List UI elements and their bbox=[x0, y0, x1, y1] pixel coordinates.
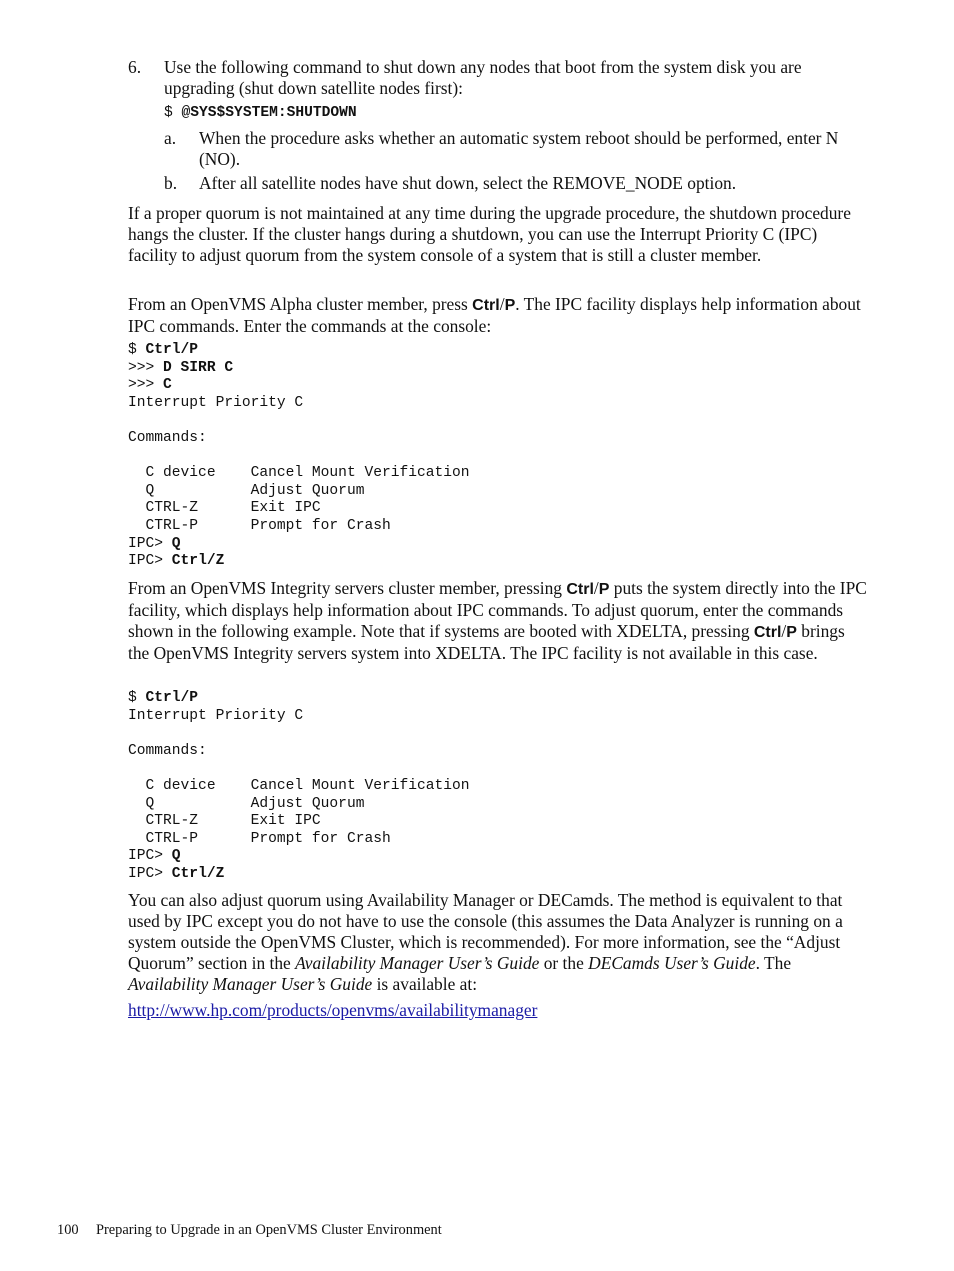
code-line: $ Ctrl/P bbox=[128, 342, 199, 358]
availability-manager-paragraph bbox=[128, 890, 870, 995]
code-block-alpha bbox=[128, 342, 470, 571]
substep-b-label: b. bbox=[164, 173, 178, 193]
code-row: CTRL-Z Exit IPC bbox=[128, 500, 321, 517]
am-text-1: You can also adjust quorum using Availability Manager or DECamds. The method is equivalent to that used by IPC except you do not have to use the console (this assumes the Data Analyzer is running on a system outside the OpenVMS Cluster, which is recommended). For more information, see the “Adjust Quorum” section in the bbox=[128, 890, 843, 973]
code-row: Q Adjust Quorum bbox=[128, 482, 365, 499]
step-number: 6. bbox=[128, 57, 142, 77]
code-line: Commands: bbox=[128, 429, 207, 446]
code-line: Interrupt Priority C bbox=[128, 394, 304, 411]
page-number: 100 bbox=[57, 1222, 79, 1238]
key-slash: / bbox=[593, 578, 599, 598]
p-key: P bbox=[786, 624, 797, 641]
code-blank-line bbox=[128, 412, 470, 430]
link-container bbox=[128, 1000, 537, 1021]
integrity-text-2: puts the system directly into the IPC facility, which displays help information about IPC commands. To adjust quorum, enter the commands shown in the following example. Note that if systems are booted with XDELTA, pressing bbox=[128, 578, 867, 641]
am-text-2: or the bbox=[539, 953, 589, 973]
code-line: $ Ctrl/P bbox=[128, 690, 199, 706]
availability-manager-link[interactable]: http://www.hp.com/products/openvms/availabilitymanager bbox=[128, 1000, 538, 1020]
am-text-4: is available at: bbox=[372, 974, 478, 994]
am-guide-title: Availability Manager User’s Guide bbox=[128, 974, 373, 994]
am-guide-title: Availability Manager User’s Guide bbox=[295, 953, 540, 973]
code-line: IPC> Q bbox=[128, 535, 181, 552]
command-text: @SYS$SYSTEM:SHUTDOWN bbox=[181, 105, 357, 121]
ctrl-key: Ctrl bbox=[566, 581, 594, 598]
p-key: P bbox=[504, 297, 516, 314]
substep-b-text: After all satellite nodes have shut down, select the REMOVE_NODE option. bbox=[199, 173, 737, 193]
code-blank-line bbox=[128, 760, 470, 778]
decamds-guide-title: DECamds User’s Guide bbox=[588, 953, 756, 973]
code-line: IPC> Q bbox=[128, 848, 181, 865]
code-line: Interrupt Priority C bbox=[128, 707, 304, 724]
code-row: C device Cancel Mount Verification bbox=[128, 465, 470, 482]
code-line: Commands: bbox=[128, 742, 207, 759]
alpha-paragraph bbox=[128, 294, 870, 337]
substep-a-text: When the procedure asks whether an automatic system reboot should be performed, enter N (NO). bbox=[199, 128, 839, 169]
key-slash: / bbox=[781, 621, 787, 641]
alpha-text-2: . The IPC facility displays help information about IPC commands. Enter the commands at the console: bbox=[128, 294, 861, 336]
integrity-text-1: From an OpenVMS Integrity servers cluster member, pressing bbox=[128, 578, 567, 598]
ctrl-key: Ctrl bbox=[472, 297, 500, 314]
code-row: C device Cancel Mount Verification bbox=[128, 777, 470, 794]
integrity-paragraph bbox=[128, 578, 870, 664]
key-slash: / bbox=[499, 294, 505, 314]
code-row: CTRL-P Prompt for Crash bbox=[128, 517, 391, 534]
code-blank-line bbox=[128, 725, 470, 743]
shutdown-command bbox=[164, 105, 357, 123]
substep-a-label: a. bbox=[164, 128, 177, 148]
code-line: >>> C bbox=[128, 377, 172, 394]
am-text-3: . The bbox=[755, 953, 792, 973]
code-blank-line bbox=[128, 448, 470, 466]
ctrl-key: Ctrl bbox=[753, 624, 782, 641]
footer-title: Preparing to Upgrade in an OpenVMS Cluster Environment bbox=[96, 1222, 442, 1238]
code-line: IPC> Ctrl/Z bbox=[128, 553, 225, 570]
quorum-paragraph: If a proper quorum is not maintained at any time during the upgrade procedure, the shutdown procedure hangs the cluster. If the cluster hangs during a shutdown, you can use the Interrupt Priority C (IPC) facility to adjust quorum from the system console of a system that is still a cluster member. bbox=[128, 203, 851, 265]
code-row: Q Adjust Quorum bbox=[128, 795, 365, 812]
integrity-text-3: brings the OpenVMS Integrity servers system into XDELTA. The IPC facility is not available in this case. bbox=[128, 621, 845, 663]
code-row: CTRL-P Prompt for Crash bbox=[128, 830, 391, 847]
code-line: IPC> Ctrl/Z bbox=[128, 865, 225, 882]
code-line: >>> D SIRR C bbox=[128, 359, 234, 376]
p-key: P bbox=[598, 581, 610, 598]
code-row: CTRL-Z Exit IPC bbox=[128, 813, 321, 830]
alpha-text-1: From an OpenVMS Alpha cluster member, press bbox=[128, 294, 473, 314]
command-prompt: $ bbox=[164, 105, 182, 121]
step-6-text: Use the following command to shut down any nodes that boot from the system disk you are upgrading (shut down satellite nodes first): bbox=[164, 57, 802, 98]
code-block-integrity bbox=[128, 690, 470, 884]
